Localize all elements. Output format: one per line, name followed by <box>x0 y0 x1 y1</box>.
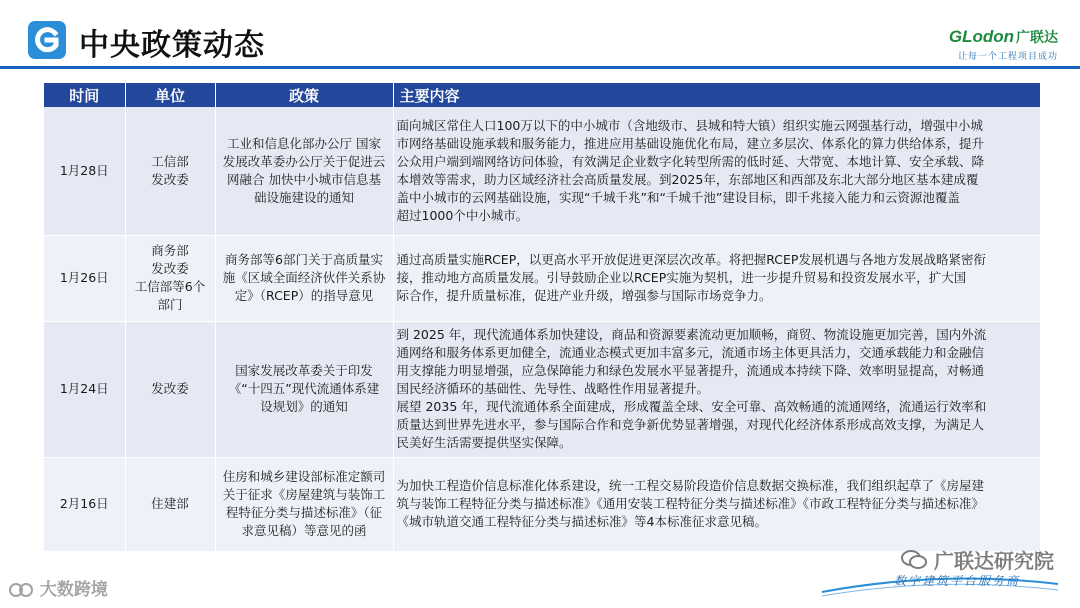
cell-policy-line: 网融合 加快中小城市信息基 <box>227 171 381 187</box>
cell-date: 1月24日 <box>44 321 125 457</box>
cell-policy-line: 求意见稿）等意见的函 <box>241 523 367 538</box>
table-row <box>44 457 1040 551</box>
cell-content-line: 通过高质量实施RCEP，以更高水平开放促进更深层次改革。将把握RCEP发展机遇与各地方发展战略紧密衔 <box>396 252 986 267</box>
glodon-g-logo-icon <box>28 21 66 59</box>
cell-content-line: 用支撑能力明显增强，应急保障能力和绿色发展水平显著提升，流通成本持续下降、效率明显提高，对畅通 <box>396 363 985 378</box>
cell-policy-line: 工业和信息化部办公厅 国家 <box>227 135 381 151</box>
cell-policy-line: 础设施建设的通知 <box>253 189 354 205</box>
column-header-unit: 单位 <box>125 83 215 107</box>
cell-unit <box>125 321 215 457</box>
brand-name-cn: 广联达 <box>1016 29 1058 45</box>
cell-unit-line: 发改委 <box>151 171 189 187</box>
cell-content-line: 《城市轨道交通工程特征分类与描述标准》等4本标准征求意见稿。 <box>396 514 767 529</box>
column-header-date: 时间 <box>44 83 125 107</box>
cell-content-line: 通网络和服务体系更加健全，流通业态模式更加丰富多元，流通市场主体更具活力，交通承载能力和金融信 <box>396 345 985 360</box>
g-logo-glyph <box>28 21 66 59</box>
cell-unit-line: 工信部等6个 <box>134 279 206 294</box>
table-header-row <box>44 83 1040 107</box>
cell-content-line: 际合作，提升质量标准，促进产业升级，增强参与国际市场竞争力。 <box>396 288 772 303</box>
table-row <box>44 321 1040 457</box>
cell-content-line: 接，推动地方高质量发展。引导鼓励企业以RCEP实施为契机，进一步提升贸易和投资发展水平，扩大国 <box>396 270 967 285</box>
watermark-left <box>8 575 108 600</box>
cell-policy-line: 商务部等6部门关于高质量实 <box>225 252 383 267</box>
cell-date: 2月16日 <box>44 457 125 551</box>
column-header-content: 主要内容 <box>393 83 1040 107</box>
cell-content-line: 民美好生活需要提供坚实保障。 <box>396 435 572 450</box>
cell-policy <box>215 235 393 321</box>
cell-content-line: 本增效等需求，助力区域经济社会高质量发展。到2025年，东部地区和西部及东北大部分地区基本建成覆 <box>396 171 979 187</box>
brand-slogan: 让每一个工程项目成功 <box>957 52 1058 62</box>
cell-content-line: 面向城区常住人口100万以下的中小城市（含地级市、县城和特大镇）组织实施云网强基行动，增强中小城 <box>396 117 983 133</box>
cell-policy-line: 程特征分类与描述标准》（征 <box>225 505 383 520</box>
brand-name-en: GLodon <box>948 27 1014 46</box>
cell-policy-line: 关于征求《房屋建筑与装饰工 <box>222 487 386 502</box>
cell-policy <box>215 457 393 551</box>
cell-content-line: 到 2025 年，现代流通体系加快建设，商品和资源要素流动更加顺畅，商贸、物流设施更加完善，国内外流 <box>396 327 987 342</box>
cell-content-line: 超过1000个中小城市。 <box>396 207 529 223</box>
cell-unit-line: 住建部 <box>151 496 189 511</box>
cell-unit-line: 部门 <box>157 297 183 312</box>
cell-unit-line: 发改委 <box>151 381 189 396</box>
table-body <box>44 107 1040 551</box>
column-header-policy: 政策 <box>215 83 393 107</box>
cell-policy-line: 发展改革委办公厅关于促进云 <box>222 153 386 169</box>
cell-unit <box>125 457 215 551</box>
cell-policy <box>215 107 393 235</box>
header-divider <box>0 66 1080 69</box>
cell-unit-line: 工信部 <box>151 153 189 169</box>
watermark-left-text: 大数跨境 <box>39 580 108 600</box>
watermark-logo-icon <box>8 580 34 600</box>
cell-content-line: 为加快工程造价信息标准化体系建设，统一工程交易阶段造价信息数据交换标准，我们组织起草了《房屋建 <box>396 478 985 493</box>
cell-policy-line: 《“十四五”现代流通体系建 <box>228 381 380 396</box>
cell-policy-line: 施《区域全面经济伙伴关系协 <box>222 270 386 285</box>
cell-policy-line: 国家发展改革委关于印发 <box>235 363 373 378</box>
cell-unit <box>125 107 215 235</box>
cell-policy-line: 设规划》的通知 <box>260 399 348 414</box>
cell-content-line: 筑与装饰工程特征分类与描述标准》《通用安装工程特征分类与描述标准》《市政工程特征分类与描述标准》 <box>396 496 985 511</box>
cell-content-line: 展望 2035 年，现代流通体系全面建成，形成覆盖全球、安全可靠、高效畅通的流通网络，流通运行效率和 <box>396 399 987 414</box>
cell-content-line: 盖中小城市的云网基础设施，实现“千城千兆”和“千城千池”建设目标，即千兆接入能力和云资源池覆盖 <box>396 189 960 205</box>
cell-content-line: 国民经济循环的基础性、先导性、战略性作用显著提升。 <box>396 381 710 396</box>
cell-content-line: 市网络基础设施承载和服务能力，推进应用基础设施优化布局，建立多层次、体系化的算力供给体系，提升 <box>396 135 985 151</box>
cell-unit-line: 商务部 <box>151 243 189 258</box>
watermark-right-text: 广联达研究院 <box>934 549 1054 573</box>
cell-content <box>393 457 1040 551</box>
cell-content-line: 公众用户端到端网络访问体验，有效满足企业数字化转型所需的低时延、大带宽、本地计算、安全承载、降 <box>396 153 985 169</box>
cell-content <box>393 321 1040 457</box>
cell-content <box>393 235 1040 321</box>
cell-policy-line: 定》（RCEP）的指导意见 <box>234 288 374 303</box>
cell-unit-line: 发改委 <box>151 261 189 276</box>
cell-policy <box>215 321 393 457</box>
cell-content <box>393 107 1040 235</box>
page-title: 中央政策动态 <box>79 28 265 63</box>
table-row <box>44 107 1040 235</box>
table-row <box>44 235 1040 321</box>
cell-unit <box>125 235 215 321</box>
brand-logo <box>949 27 1058 62</box>
cell-content-line: 质量达到世界先进水平，参与国际合作和竞争新优势显著增强，对现代化经济体系形成高效支撑，为满足人 <box>396 417 985 432</box>
cell-date: 1月26日 <box>44 235 125 321</box>
slide-header <box>0 0 1080 74</box>
cell-date: 1月28日 <box>44 107 125 235</box>
policy-table <box>44 83 1041 552</box>
footer-tagline: 数字建筑平台服务商 <box>893 574 1020 588</box>
cell-policy-line: 住房和城乡建设部标准定额司 <box>222 469 386 484</box>
brand-name <box>949 27 1058 47</box>
